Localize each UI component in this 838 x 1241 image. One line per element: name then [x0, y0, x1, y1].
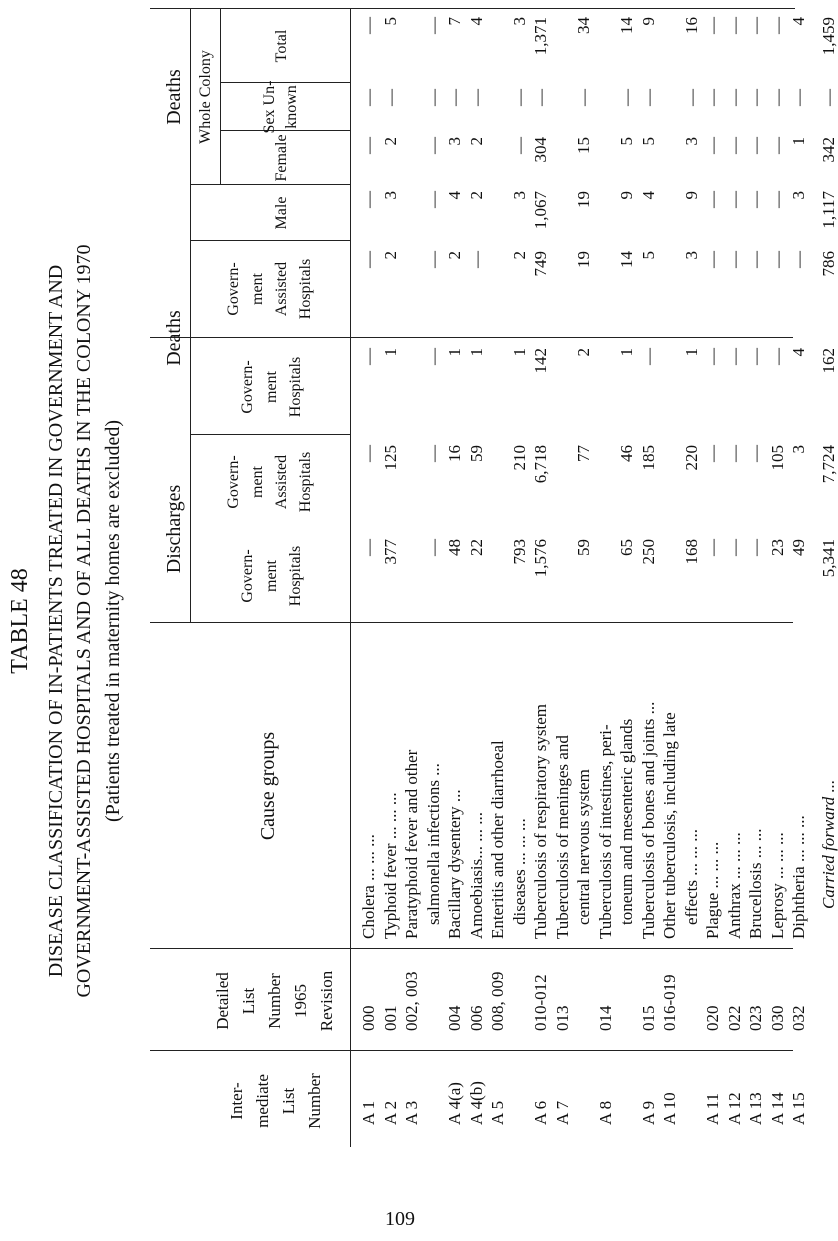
cell-eg: —	[724, 348, 744, 365]
cell-u: —	[445, 89, 464, 106]
discharges-header: Discharges	[163, 484, 185, 574]
cell-m: 3	[509, 191, 529, 200]
intermediate-list-header: List	[279, 1087, 298, 1115]
cause-group-label: Brucellosis ... ...	[746, 828, 765, 939]
cell-dg: 793	[509, 539, 529, 565]
intermediate-list-number: A 8	[595, 1100, 615, 1125]
cause-group-label: salmonella infections ...	[423, 763, 443, 925]
carried-total-dg: 5,341	[818, 539, 838, 578]
cell-dg: 48	[445, 539, 464, 556]
sex-unknown-header: Sex Un-	[261, 80, 278, 134]
cell-t: —	[746, 17, 765, 34]
cell-u: —	[638, 89, 658, 106]
cell-ea: 5	[638, 251, 658, 260]
detailed-list-header: Revision	[317, 970, 336, 1032]
column-divider	[150, 622, 793, 623]
cell-dg: 65	[617, 539, 636, 556]
cell-m: —	[423, 191, 443, 208]
cell-m: 2	[466, 191, 486, 200]
carried-total-eg: 162	[818, 348, 838, 374]
cell-t: 1,371	[531, 17, 550, 56]
cell-da: —	[423, 445, 443, 462]
cell-t: —	[423, 17, 443, 34]
cell-da: 16	[445, 445, 464, 462]
cell-m: —	[359, 191, 378, 208]
govt-assisted-discharge-header: ment	[249, 466, 266, 498]
cause-group-label: Anthrax ... ... ...	[724, 832, 744, 939]
cell-t: 34	[574, 17, 593, 34]
cell-f: 15	[574, 137, 593, 154]
detailed-list-number: 010-012	[531, 974, 550, 1031]
cause-group-label: central nervous system	[574, 769, 593, 925]
cell-f: —	[509, 137, 529, 154]
cell-da: 220	[681, 445, 701, 471]
cell-f: —	[703, 137, 722, 154]
cell-ea: 2	[509, 251, 529, 260]
cell-f: —	[767, 137, 787, 154]
cell-eg: 142	[531, 348, 550, 374]
intermediate-list-header: Number	[305, 1073, 324, 1129]
header-divider	[350, 9, 351, 1147]
govt-assisted-discharge-header: Govern-	[225, 455, 242, 509]
column-divider	[150, 337, 793, 338]
cell-da: —	[359, 445, 378, 462]
cell-da: 6,718	[531, 445, 550, 484]
cell-dg: 49	[789, 539, 808, 556]
carried-total-u: —	[818, 89, 838, 106]
cell-m: 4	[445, 191, 464, 200]
cell-m: 4	[638, 191, 658, 200]
intermediate-list-number: A 6	[531, 1100, 550, 1125]
cause-group-label: Other tuberculosis, including late	[660, 712, 679, 939]
detailed-list-number: 008, 009	[488, 971, 507, 1031]
female-header: Female	[273, 134, 290, 182]
page-number: 109	[385, 1208, 415, 1230]
intermediate-list-header: Inter-	[227, 1082, 246, 1120]
cell-m: 19	[574, 191, 593, 208]
cell-ea: —	[746, 251, 765, 268]
cell-ea: —	[703, 251, 722, 268]
cell-t: —	[359, 17, 378, 34]
cell-eg: —	[423, 348, 443, 365]
whole-colony-header: Whole Colony	[197, 50, 214, 144]
cell-ea: 3	[681, 251, 701, 260]
detailed-list-number: 004	[445, 1005, 464, 1031]
cell-dg: —	[703, 539, 722, 556]
cell-f: —	[746, 137, 765, 154]
cell-t: 5	[380, 17, 400, 26]
cell-dg: —	[746, 539, 765, 556]
intermediate-list-number: A 4(b)	[466, 1081, 486, 1125]
cell-eg: 1	[466, 348, 486, 357]
cell-u: —	[703, 89, 722, 106]
column-divider	[220, 82, 350, 83]
cell-t: —	[703, 17, 722, 34]
detailed-list-number: 016-019	[660, 974, 679, 1031]
cell-eg: 2	[574, 348, 593, 357]
cell-ea: 2	[380, 251, 400, 260]
detailed-list-number: 032	[789, 1005, 808, 1031]
carried-total-f: 342	[818, 137, 838, 163]
govt-assisted-deaths-header: ment	[249, 273, 266, 305]
cell-f: 2	[466, 137, 486, 146]
cell-f: —	[724, 137, 744, 154]
cell-m: —	[703, 191, 722, 208]
cause-group-label: Tuberculosis of meninges and	[552, 735, 572, 939]
cell-ea: —	[359, 251, 378, 268]
cell-eg: —	[359, 348, 378, 365]
cell-u: —	[767, 89, 787, 106]
cell-dg: 377	[380, 539, 400, 565]
intermediate-list-number: A 4(a)	[445, 1082, 464, 1125]
cell-eg: 1	[681, 348, 701, 357]
cell-da: —	[746, 445, 765, 462]
cell-u: —	[531, 89, 550, 106]
cell-t: 3	[509, 17, 529, 26]
cell-ea: —	[466, 251, 486, 268]
cause-group-label: Leprosy ... ... ...	[767, 832, 787, 939]
detailed-list-number: 000	[359, 1005, 378, 1031]
cause-group-label: Enteritis and other diarrhoeal	[488, 740, 507, 939]
cause-group-label: Cholera ... ... ...	[359, 834, 378, 939]
detailed-list-number: 023	[746, 1005, 765, 1031]
cell-f: 304	[531, 137, 550, 163]
detailed-list-number: 001	[380, 1005, 400, 1031]
cell-ea: —	[423, 251, 443, 268]
cell-da: 59	[466, 445, 486, 462]
cell-m: 9	[681, 191, 701, 200]
intermediate-list-header: mediate	[253, 1074, 272, 1128]
cell-f: 2	[380, 137, 400, 146]
detailed-list-number: 015	[638, 1005, 658, 1031]
intermediate-list-number: A 15	[789, 1092, 808, 1125]
govt-assisted-deaths-header: Govern-	[225, 262, 242, 316]
cell-dg: 23	[767, 539, 787, 556]
cell-m: 1,067	[531, 191, 550, 230]
column-divider	[190, 184, 350, 185]
cell-m: 3	[380, 191, 400, 200]
cell-u: —	[789, 89, 808, 106]
cell-t: —	[767, 17, 787, 34]
govt-hospitals-deaths-header: Hospitals	[287, 356, 304, 418]
cell-da: 185	[638, 445, 658, 471]
cell-m: 9	[617, 191, 636, 200]
cell-eg: 1	[509, 348, 529, 357]
column-divider	[220, 130, 350, 131]
detailed-list-number: 006	[466, 1005, 486, 1031]
cell-ea: —	[724, 251, 744, 268]
cell-da: 77	[574, 445, 593, 462]
cell-eg: 1	[445, 348, 464, 357]
cell-f: —	[423, 137, 443, 154]
table-title-line-1: DISEASE CLASSIFICATION OF IN-PATIENTS TREATED IN GOVERNMENT AND	[45, 264, 67, 978]
carried-forward-label: Carried forward ...	[818, 779, 838, 909]
cell-eg: —	[767, 348, 787, 365]
cell-dg: —	[359, 539, 378, 556]
cell-ea: —	[767, 251, 787, 268]
cell-eg: 4	[789, 348, 808, 357]
detailed-list-number: 030	[767, 1005, 787, 1031]
cell-dg: 59	[574, 539, 593, 556]
carried-total-ea: 786	[818, 251, 838, 277]
header-divider	[190, 9, 191, 623]
intermediate-list-number: A 11	[703, 1093, 722, 1125]
cause-group-label: toneum and mesenteric glands	[617, 718, 636, 925]
cell-t: 14	[617, 17, 636, 34]
table-subtitle: (Patients treated in maternity homes are excluded)	[102, 419, 124, 823]
cell-da: 3	[789, 445, 808, 454]
cell-u: —	[746, 89, 765, 106]
intermediate-list-number: A 9	[638, 1100, 658, 1125]
cause-group-label: Tuberculosis of respiratory system	[531, 704, 550, 939]
cell-eg: —	[638, 348, 658, 365]
govt-hospitals-discharge-header: ment	[263, 560, 280, 592]
cause-group-label: Amoebiasis... ... ...	[466, 811, 486, 939]
intermediate-list-number: A 10	[660, 1092, 679, 1125]
cell-t: 4	[789, 17, 808, 26]
detailed-list-number: 014	[595, 1005, 615, 1031]
cell-m: 3	[789, 191, 808, 200]
column-divider	[150, 1050, 793, 1051]
cell-u: —	[724, 89, 744, 106]
male-header: Male	[273, 196, 290, 230]
cell-da: 105	[767, 445, 787, 471]
carried-total-m: 1,117	[818, 191, 838, 229]
column-divider	[150, 8, 795, 9]
intermediate-list-number: A 7	[552, 1100, 572, 1125]
cell-f: 5	[638, 137, 658, 146]
detailed-list-header: Number	[265, 973, 284, 1029]
cell-f: —	[359, 137, 378, 154]
column-divider	[190, 240, 350, 241]
govt-assisted-discharge-header: Hospitals	[297, 451, 314, 513]
cause-group-label: Bacillary dysentery ...	[445, 789, 464, 939]
cell-u: —	[574, 89, 593, 106]
detailed-list-number: 013	[552, 1005, 572, 1031]
cell-dg: 1,576	[531, 539, 550, 578]
cell-u: —	[509, 89, 529, 106]
cell-u: —	[617, 89, 636, 106]
cause-group-label: Diphtheria ... ... ...	[789, 815, 808, 939]
cell-ea: 2	[445, 251, 464, 260]
cause-group-label: Tuberculosis of intestines, peri-	[595, 724, 615, 939]
column-divider	[150, 948, 793, 949]
cause-group-label: Typhoid fever ... ... ...	[380, 792, 400, 939]
cell-eg: 1	[617, 348, 636, 357]
govt-hospitals-deaths-header: ment	[263, 371, 280, 403]
govt-assisted-discharge-header: Assisted	[273, 454, 290, 510]
cause-group-label: effects ... ... ...	[681, 829, 701, 925]
cell-dg: 22	[466, 539, 486, 556]
govt-assisted-deaths-header: Assisted	[273, 261, 290, 317]
total-header: Total	[273, 29, 290, 63]
cell-eg: —	[703, 348, 722, 365]
header-divider	[220, 9, 221, 185]
carried-total-da: 7,724	[818, 445, 838, 484]
cell-f: 3	[445, 137, 464, 146]
cell-u: —	[466, 89, 486, 106]
intermediate-list-number: A 13	[746, 1092, 765, 1125]
cell-t: 4	[466, 17, 486, 26]
cell-f: 1	[789, 137, 808, 146]
intermediate-list-number: A 12	[724, 1092, 744, 1125]
detailed-list-number: 002, 003	[402, 971, 421, 1031]
intermediate-list-number: A 2	[380, 1100, 400, 1125]
detailed-list-number: 020	[703, 1005, 722, 1031]
cell-dg: —	[724, 539, 744, 556]
detailed-list-header: Detailed	[213, 972, 232, 1030]
cell-ea: 19	[574, 251, 593, 268]
intermediate-list-number: A 3	[402, 1100, 421, 1125]
cause-group-label: diseases ... ... ...	[509, 818, 529, 925]
deaths-header: Deaths	[163, 69, 185, 125]
cell-t: 7	[445, 17, 464, 26]
table-number: TABLE 48	[7, 568, 33, 674]
cause-group-label: Paratyphoid fever and other	[402, 749, 421, 939]
cell-f: 5	[617, 137, 636, 146]
cell-f: 3	[681, 137, 701, 146]
cell-dg: —	[423, 539, 443, 556]
table-title-line-2: GOVERNMENT-ASSISTED HOSPITALS AND OF ALL DEATHS IN THE COLONY 1970	[73, 244, 95, 998]
intermediate-list-number: A 14	[767, 1092, 787, 1125]
cell-ea: 14	[617, 251, 636, 268]
cell-m: —	[724, 191, 744, 208]
intermediate-list-number: A 1	[359, 1100, 378, 1125]
cell-m: —	[767, 191, 787, 208]
cell-ea: —	[789, 251, 808, 268]
govt-hospitals-discharge-header: Hospitals	[287, 545, 304, 607]
intermediate-list-number: A 5	[488, 1100, 507, 1125]
carried-total-t: 1,459	[818, 17, 838, 56]
cell-dg: 168	[681, 539, 701, 565]
cell-t: 16	[681, 17, 701, 34]
cell-u: —	[380, 89, 400, 106]
detailed-list-header: List	[239, 987, 258, 1015]
cause-groups-header: Cause groups	[257, 731, 279, 841]
hospital-deaths-header: Deaths	[163, 310, 185, 366]
cell-t: 9	[638, 17, 658, 26]
cell-da: —	[724, 445, 744, 462]
cell-eg: 1	[380, 348, 400, 357]
detailed-list-number: 022	[724, 1005, 744, 1031]
cell-da: —	[703, 445, 722, 462]
govt-hospitals-deaths-header: Govern-	[239, 360, 256, 414]
cell-m: —	[746, 191, 765, 208]
cell-dg: 250	[638, 539, 658, 565]
govt-hospitals-discharge-header: Govern-	[239, 549, 256, 603]
cause-group-label: Plague ... ... ...	[703, 841, 722, 939]
cell-ea: 749	[531, 251, 550, 277]
cell-u: —	[423, 89, 443, 106]
detailed-list-header: 1965	[291, 984, 310, 1018]
cell-da: 125	[380, 445, 400, 471]
govt-assisted-deaths-header: Hospitals	[297, 258, 314, 320]
cell-u: —	[681, 89, 701, 106]
cause-group-label: Tuberculosis of bones and joints ...	[638, 701, 658, 939]
cell-da: 210	[509, 445, 529, 471]
cell-u: —	[359, 89, 378, 106]
sex-unknown-header: known	[283, 85, 300, 129]
cell-eg: —	[746, 348, 765, 365]
cell-da: 46	[617, 445, 636, 462]
column-divider	[190, 434, 350, 435]
cell-t: —	[724, 17, 744, 34]
